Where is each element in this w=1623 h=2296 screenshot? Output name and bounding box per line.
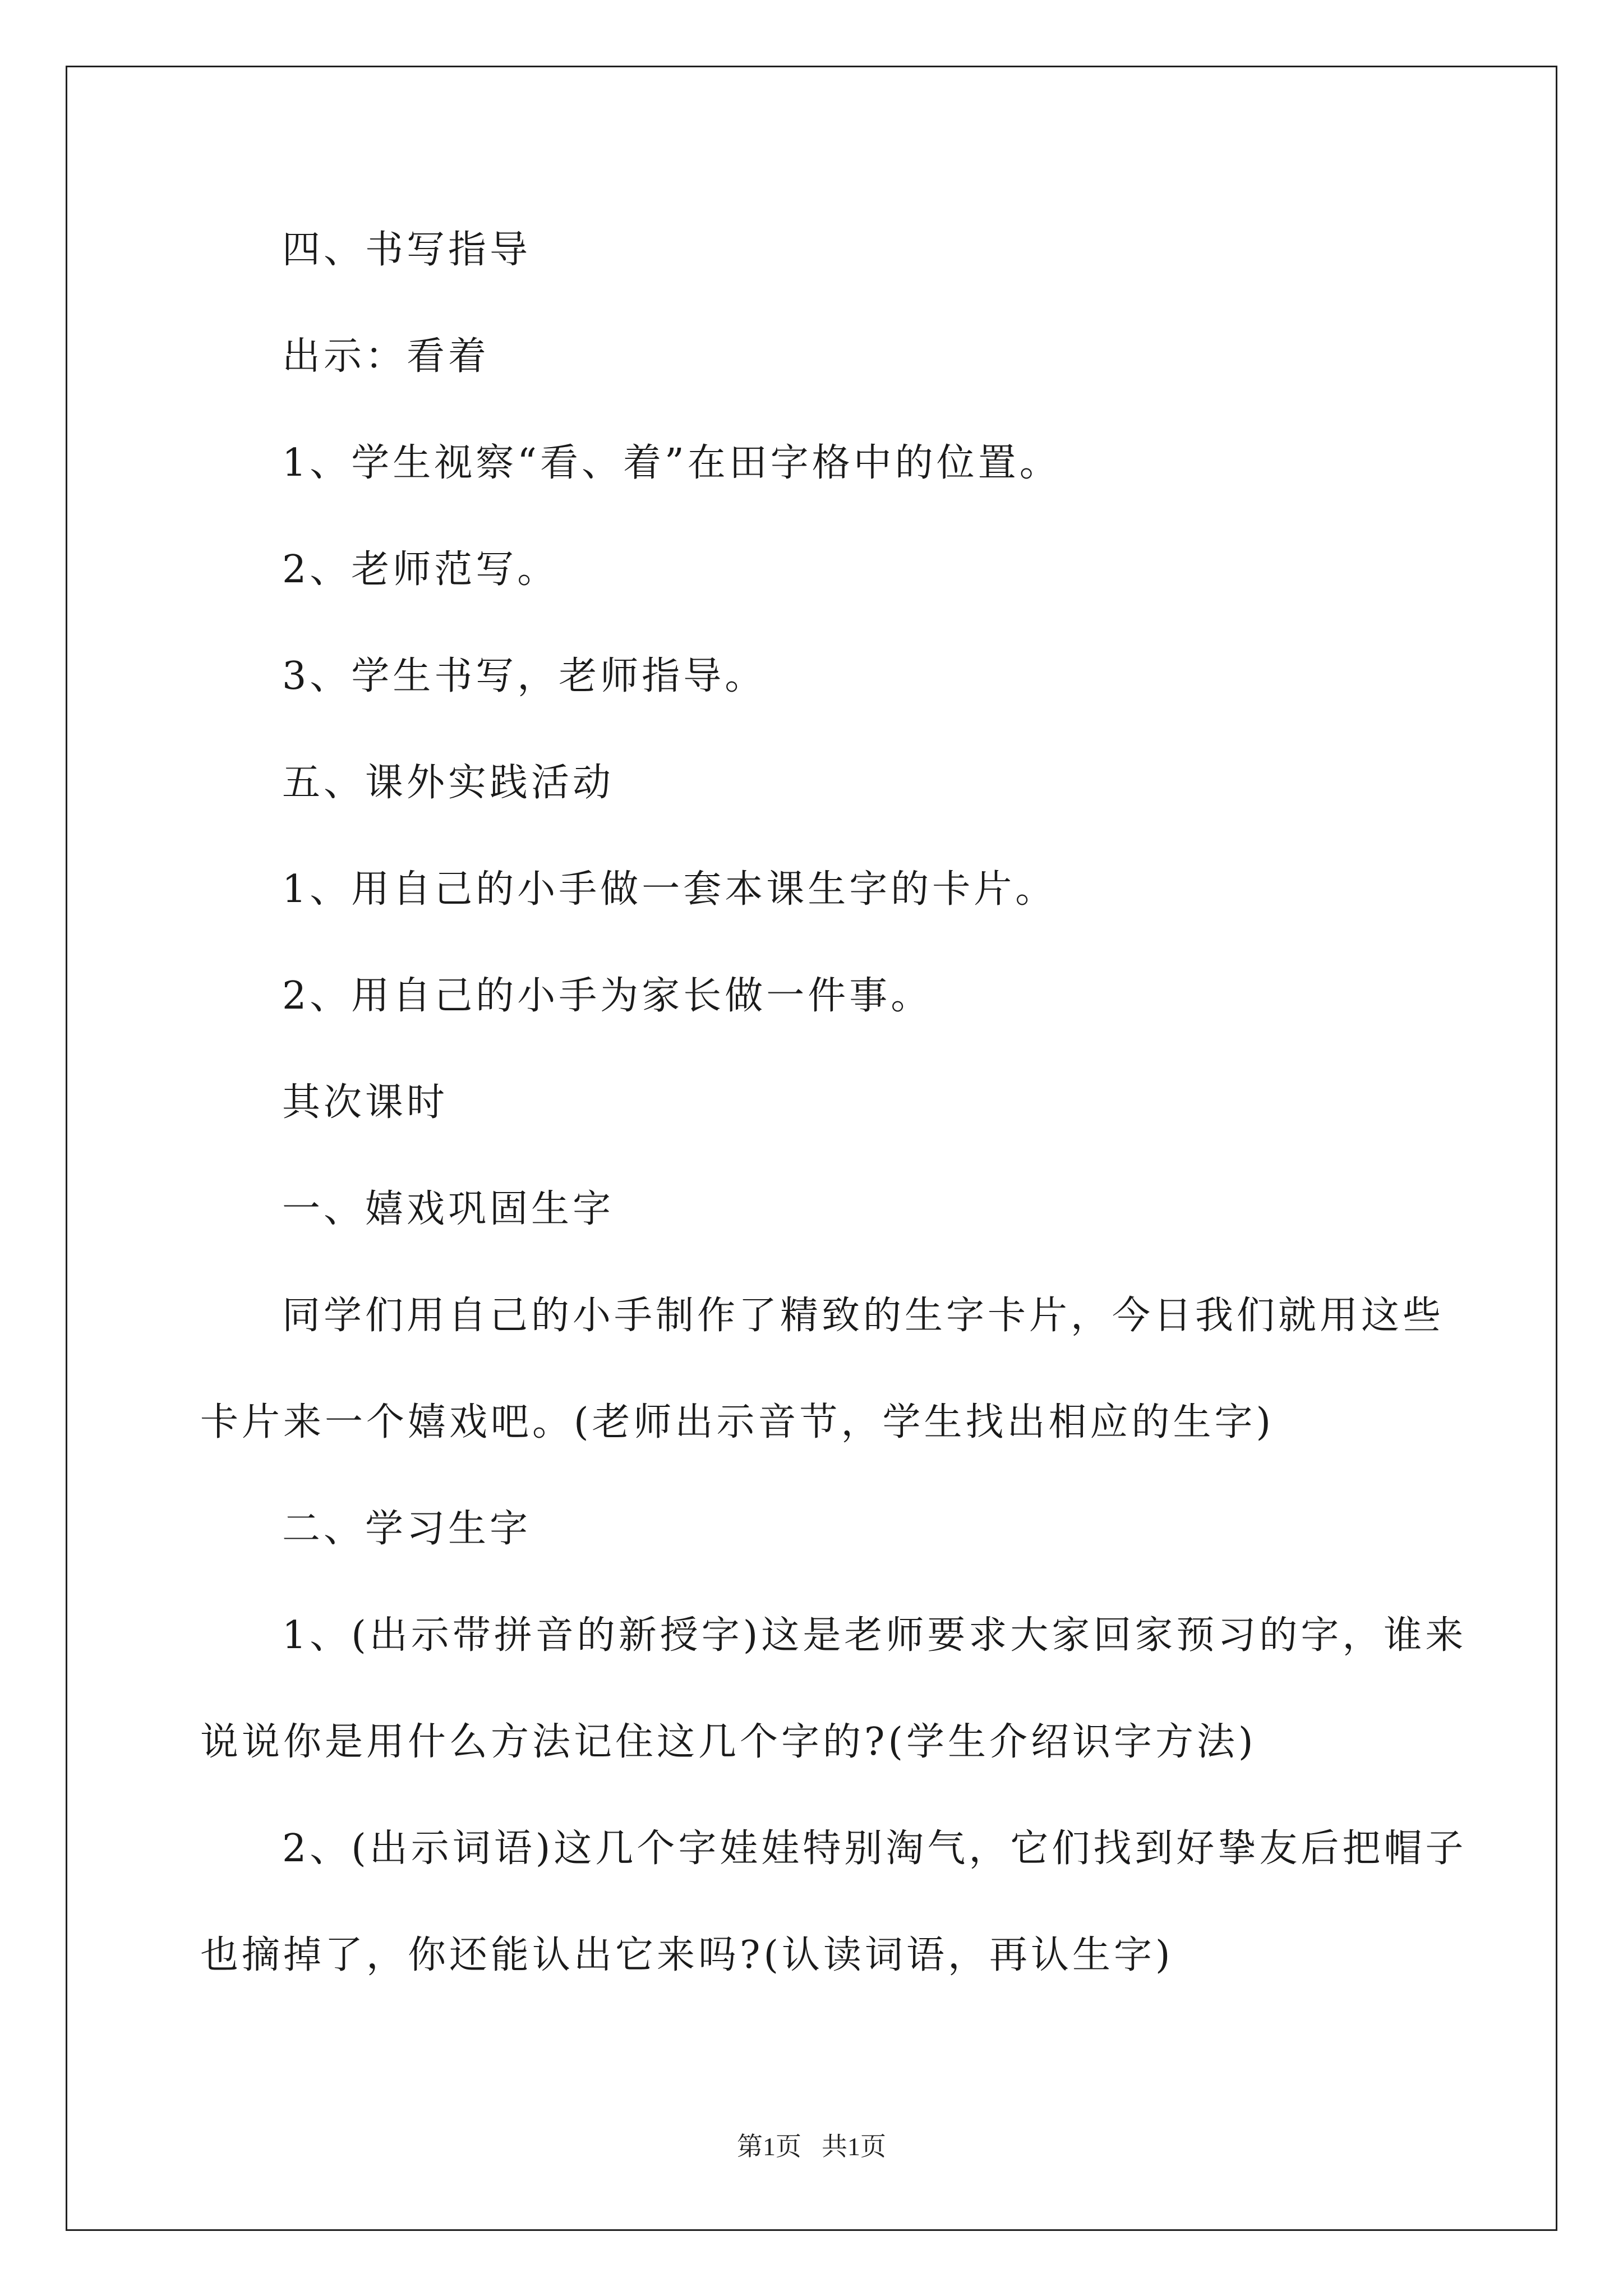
paragraph-line: 2、(出示词语)这几个字娃娃特别淘气，它们找到好挚友后把帽子 <box>282 1826 1467 1871</box>
page-number: 第1页 <box>737 2132 801 2161</box>
page-border <box>66 66 1557 2231</box>
paragraph-line: 同学们用自己的小手制作了精致的生字卡片，今日我们就用这些 <box>282 1294 1445 1338</box>
paragraph-line: 也摘掉了，你还能认出它来吗?(认读词语，再认生字) <box>200 1933 1174 1977</box>
page-total: 共1页 <box>822 2132 886 2161</box>
paragraph: 出示：看着 <box>282 334 490 379</box>
paragraph-line: 卡片来一个嬉戏吧。(老师出示音节，学生找出相应的生字) <box>200 1400 1275 1444</box>
section-heading: 其次课时 <box>282 1080 449 1125</box>
section-heading: 二、学习生字 <box>282 1507 532 1551</box>
list-item: 2、老师范写。 <box>282 547 559 592</box>
list-item: 2、用自己的小手为家长做一件事。 <box>282 974 933 1018</box>
paragraph-line: 说说你是用什么方法记住这几个字的?(学生介绍识字方法) <box>200 1720 1257 1764</box>
list-item: 1、学生视察“看、着”在田字格中的位置。 <box>282 441 1061 485</box>
section-heading: 一、嬉戏巩固生字 <box>282 1187 615 1231</box>
section-heading: 五、课外实践活动 <box>282 761 615 805</box>
list-item: 1、用自己的小手做一套本课生字的卡片。 <box>282 867 1057 912</box>
list-item: 3、学生书写，老师指导。 <box>282 654 767 698</box>
section-heading: 四、书写指导 <box>282 228 532 272</box>
paragraph-line: 1、(出示带拼音的新授字)这是老师要求大家回家预习的字，谁来 <box>282 1613 1467 1658</box>
page-footer <box>0 2130 1623 2164</box>
